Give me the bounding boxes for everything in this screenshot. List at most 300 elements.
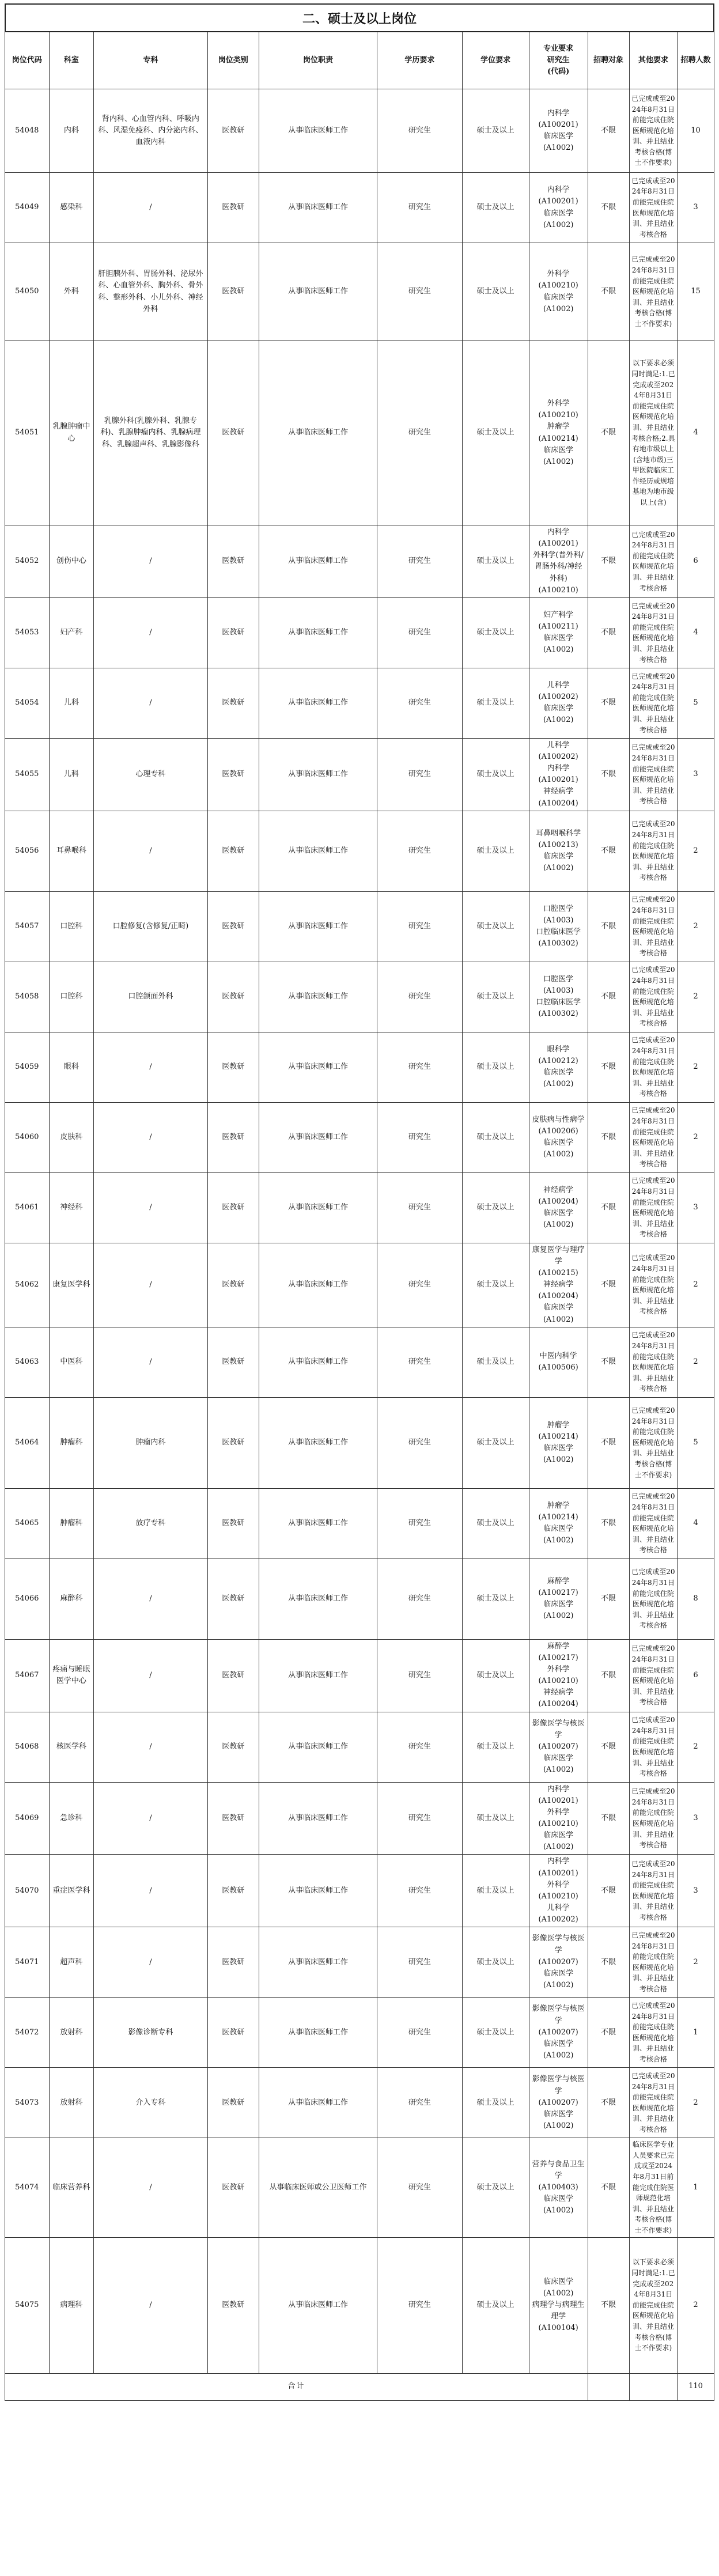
cell-education: 研究生 xyxy=(377,1327,462,1397)
cell-category: 医教研 xyxy=(207,1559,259,1639)
cell-count: 2 xyxy=(678,1327,714,1397)
cell-target: 不限 xyxy=(588,1712,629,1782)
total-row xyxy=(5,2373,714,2400)
cell-count: 3 xyxy=(678,1782,714,1855)
cell-count: 2 xyxy=(678,1927,714,1998)
cell-major: 中医内科学 (A100506) xyxy=(529,1327,588,1397)
cell-code: 54049 xyxy=(5,173,50,243)
cell-dept: 中医科 xyxy=(49,1327,94,1397)
table-row xyxy=(5,1032,714,1102)
table-row xyxy=(5,243,714,341)
cell-major: 神经病学 (A100204) 临床医学 (A1002) xyxy=(529,1172,588,1243)
cell-count: 2 xyxy=(678,2237,714,2373)
cell-code: 54052 xyxy=(5,525,50,598)
cell-other: 已完成或至2024年8月31日前能完成住院医师规范化培训、并且结业考核合格 xyxy=(629,1782,678,1855)
cell-education: 研究生 xyxy=(377,1998,462,2068)
cell-degree: 硕士及以上 xyxy=(462,1032,529,1102)
cell-duty: 从事临床医师工作 xyxy=(259,1397,377,1488)
cell-major: 影像医学与核医学 (A100207) 临床医学 (A1002) xyxy=(529,1998,588,2068)
cell-category: 医教研 xyxy=(207,1488,259,1559)
cell-dept: 儿科 xyxy=(49,668,94,738)
cell-dept: 外科 xyxy=(49,243,94,341)
cell-code: 54068 xyxy=(5,1712,50,1782)
cell-duty: 从事临床医师工作 xyxy=(259,173,377,243)
cell-other: 已完成或至2024年8月31日前能完成住院医师规范化培训、并且结业考核合格 xyxy=(629,891,678,962)
cell-other: 已完成或至2024年8月31日前能完成住院医师规范化培训、并且结业考核合格 xyxy=(629,2068,678,2138)
cell-duty: 从事临床医师工作 xyxy=(259,1327,377,1397)
header-target: 招聘对象 xyxy=(588,32,629,89)
cell-code: 54069 xyxy=(5,1782,50,1855)
header-education: 学历要求 xyxy=(377,32,462,89)
cell-other: 已完成或至2024年8月31日前能完成住院医师规范化培训、并且结业考核合格 xyxy=(629,1855,678,1927)
table-row xyxy=(5,2138,714,2237)
cell-category: 医教研 xyxy=(207,341,259,525)
cell-dept: 创伤中心 xyxy=(49,525,94,598)
cell-degree: 硕士及以上 xyxy=(462,1488,529,1559)
cell-dept: 感染科 xyxy=(49,173,94,243)
cell-count: 2 xyxy=(678,2068,714,2138)
cell-specialty: / xyxy=(94,1712,207,1782)
cell-degree: 硕士及以上 xyxy=(462,2138,529,2237)
cell-other: 已完成或至2024年8月31日前能完成住院医师规范化培训、并且结业考核合格 xyxy=(629,173,678,243)
table-row xyxy=(5,1102,714,1172)
cell-count: 2 xyxy=(678,811,714,891)
cell-major: 麻醉学 (A100217) 临床医学 (A1002) xyxy=(529,1559,588,1639)
cell-category: 医教研 xyxy=(207,1172,259,1243)
cell-category: 医教研 xyxy=(207,962,259,1032)
cell-specialty: / xyxy=(94,1782,207,1855)
cell-duty: 从事临床医师工作 xyxy=(259,89,377,173)
cell-education: 研究生 xyxy=(377,173,462,243)
cell-category: 医教研 xyxy=(207,2068,259,2138)
cell-target: 不限 xyxy=(588,89,629,173)
cell-count: 3 xyxy=(678,173,714,243)
cell-major: 影像医学与核医学 (A100207) 临床医学 (A1002) xyxy=(529,1927,588,1998)
cell-dept: 神经科 xyxy=(49,1172,94,1243)
cell-duty: 从事临床医师工作 xyxy=(259,1032,377,1102)
cell-specialty: / xyxy=(94,597,207,668)
cell-other: 已完成或至2024年8月31日前能完成住院医师规范化培训、并且结业考核合格 xyxy=(629,962,678,1032)
cell-count: 1 xyxy=(678,1998,714,2068)
cell-target: 不限 xyxy=(588,173,629,243)
cell-major: 外科学 (A100210) 肿瘤学 (A100214) 临床医学 (A1002) xyxy=(529,341,588,525)
header-row xyxy=(5,32,714,89)
cell-category: 医教研 xyxy=(207,89,259,173)
cell-major: 康复医学与理疗学 (A100215) 神经病学 (A100204) 临床医学 (A1002) xyxy=(529,1243,588,1327)
cell-major: 口腔医学 (A1003) 口腔临床医学 (A100302) xyxy=(529,962,588,1032)
cell-category: 医教研 xyxy=(207,1102,259,1172)
cell-target: 不限 xyxy=(588,1855,629,1927)
cell-target: 不限 xyxy=(588,1243,629,1327)
cell-code: 54050 xyxy=(5,243,50,341)
cell-major: 内科学 (A100201) 临床医学 (A1002) xyxy=(529,89,588,173)
table-row xyxy=(5,811,714,891)
cell-dept: 病理科 xyxy=(49,2237,94,2373)
cell-specialty: 心理专科 xyxy=(94,738,207,811)
table-row xyxy=(5,1927,714,1998)
cell-duty: 从事临床医师工作 xyxy=(259,1488,377,1559)
cell-education: 研究生 xyxy=(377,891,462,962)
table-row xyxy=(5,891,714,962)
cell-duty: 从事临床医师工作 xyxy=(259,243,377,341)
cell-count: 3 xyxy=(678,1855,714,1927)
cell-education: 研究生 xyxy=(377,1855,462,1927)
cell-dept: 内科 xyxy=(49,89,94,173)
cell-specialty: / xyxy=(94,1102,207,1172)
cell-specialty: / xyxy=(94,1327,207,1397)
cell-target: 不限 xyxy=(588,1102,629,1172)
table-row xyxy=(5,341,714,525)
cell-category: 医教研 xyxy=(207,1712,259,1782)
cell-major: 肿瘤学 (A100214) 临床医学 (A1002) xyxy=(529,1397,588,1488)
cell-target: 不限 xyxy=(588,1032,629,1102)
cell-specialty: 口腔修复(含修复/正畸) xyxy=(94,891,207,962)
cell-degree: 硕士及以上 xyxy=(462,525,529,598)
cell-specialty: / xyxy=(94,1855,207,1927)
cell-other: 已完成或至2024年8月31日前能完成住院医师规范化培训、并且结业考核合格 xyxy=(629,1998,678,2068)
cell-major: 内科学 (A100201) 外科学 (A100210) 临床医学 (A1002) xyxy=(529,1782,588,1855)
table-row xyxy=(5,1488,714,1559)
cell-education: 研究生 xyxy=(377,1488,462,1559)
cell-code: 54056 xyxy=(5,811,50,891)
cell-category: 医教研 xyxy=(207,1032,259,1102)
cell-code: 54070 xyxy=(5,1855,50,1927)
cell-count: 6 xyxy=(678,525,714,598)
cell-education: 研究生 xyxy=(377,1032,462,1102)
cell-specialty: / xyxy=(94,668,207,738)
header-duty: 岗位职责 xyxy=(259,32,377,89)
cell-count: 6 xyxy=(678,1639,714,1712)
cell-code: 54051 xyxy=(5,341,50,525)
header-code: 岗位代码 xyxy=(5,32,50,89)
cell-other: 已完成或至2024年8月31日前能完成住院医师规范化培训、并且结业考核合格 xyxy=(629,1488,678,1559)
cell-category: 医教研 xyxy=(207,173,259,243)
cell-code: 54065 xyxy=(5,1488,50,1559)
cell-degree: 硕士及以上 xyxy=(462,89,529,173)
cell-other: 已完成或至2024年8月31日前能完成住院医师规范化培训、并且结业考核合格 xyxy=(629,1327,678,1397)
cell-code: 54060 xyxy=(5,1102,50,1172)
cell-category: 医教研 xyxy=(207,891,259,962)
cell-dept: 口腔科 xyxy=(49,891,94,962)
cell-code: 54053 xyxy=(5,597,50,668)
cell-dept: 放射科 xyxy=(49,1998,94,2068)
cell-target: 不限 xyxy=(588,1927,629,1998)
cell-duty: 从事临床医师工作 xyxy=(259,738,377,811)
cell-specialty: / xyxy=(94,1639,207,1712)
cell-degree: 硕士及以上 xyxy=(462,962,529,1032)
cell-duty: 从事临床医师工作 xyxy=(259,1243,377,1327)
cell-code: 54073 xyxy=(5,2068,50,2138)
cell-category: 医教研 xyxy=(207,811,259,891)
cell-category: 医教研 xyxy=(207,1243,259,1327)
cell-target: 不限 xyxy=(588,243,629,341)
cell-other: 已完成或至2024年8月31日前能完成住院医师规范化培训、并且结业考核合格(博士不作要求) xyxy=(629,243,678,341)
cell-category: 医教研 xyxy=(207,597,259,668)
cell-dept: 麻醉科 xyxy=(49,1559,94,1639)
cell-major: 皮肤病与性病学 (A100206) 临床医学 (A1002) xyxy=(529,1102,588,1172)
cell-duty: 从事临床医师工作 xyxy=(259,1102,377,1172)
cell-other: 已完成或至2024年8月31日前能完成住院医师规范化培训、并且结业考核合格(博士不作要求) xyxy=(629,89,678,173)
cell-major: 眼科学 (A100212) 临床医学 (A1002) xyxy=(529,1032,588,1102)
cell-major: 影像医学与核医学 (A100207) 临床医学 (A1002) xyxy=(529,1712,588,1782)
table-row xyxy=(5,525,714,598)
cell-duty: 从事临床医师工作 xyxy=(259,1855,377,1927)
table-row xyxy=(5,89,714,173)
cell-duty: 从事临床医师或公卫医师工作 xyxy=(259,2138,377,2237)
cell-code: 54071 xyxy=(5,1927,50,1998)
cell-category: 医教研 xyxy=(207,2237,259,2373)
cell-target: 不限 xyxy=(588,962,629,1032)
cell-category: 医教研 xyxy=(207,1782,259,1855)
cell-duty: 从事临床医师工作 xyxy=(259,891,377,962)
cell-education: 研究生 xyxy=(377,1639,462,1712)
cell-count: 1 xyxy=(678,2138,714,2237)
cell-duty: 从事临床医师工作 xyxy=(259,597,377,668)
cell-target: 不限 xyxy=(588,525,629,598)
cell-dept: 妇产科 xyxy=(49,597,94,668)
header-major: 专业要求 研究生 (代码) xyxy=(529,32,588,89)
cell-specialty: 介入专科 xyxy=(94,2068,207,2138)
table-row xyxy=(5,2068,714,2138)
cell-education: 研究生 xyxy=(377,525,462,598)
cell-other: 已完成或至2024年8月31日前能完成住院医师规范化培训、并且结业考核合格 xyxy=(629,1639,678,1712)
cell-degree: 硕士及以上 xyxy=(462,1172,529,1243)
cell-dept: 眼科 xyxy=(49,1032,94,1102)
cell-target: 不限 xyxy=(588,1397,629,1488)
cell-code: 54064 xyxy=(5,1397,50,1488)
cell-count: 3 xyxy=(678,738,714,811)
table-row xyxy=(5,1397,714,1488)
cell-count: 2 xyxy=(678,1032,714,1102)
cell-code: 54074 xyxy=(5,2138,50,2237)
cell-dept: 肿瘤科 xyxy=(49,1397,94,1488)
cell-degree: 硕士及以上 xyxy=(462,597,529,668)
cell-major: 妇产科学 (A100211) 临床医学 (A1002) xyxy=(529,597,588,668)
cell-major: 内科学 (A100201) 外科学 (A100210) 儿科学 (A100202) xyxy=(529,1855,588,1927)
cell-education: 研究生 xyxy=(377,1397,462,1488)
cell-specialty: 肿瘤内科 xyxy=(94,1397,207,1488)
cell-duty: 从事临床医师工作 xyxy=(259,1782,377,1855)
cell-target: 不限 xyxy=(588,668,629,738)
cell-dept: 疼痛与睡眠医学中心 xyxy=(49,1639,94,1712)
cell-other: 已完成或至2024年8月31日前能完成住院医师规范化培训、并且结业考核合格(博士不作要求) xyxy=(629,1397,678,1488)
cell-count: 2 xyxy=(678,1102,714,1172)
cell-code: 54062 xyxy=(5,1243,50,1327)
cell-target: 不限 xyxy=(588,597,629,668)
header-dept: 科室 xyxy=(49,32,94,89)
cell-target: 不限 xyxy=(588,1639,629,1712)
cell-duty: 从事临床医师工作 xyxy=(259,525,377,598)
cell-duty: 从事临床医师工作 xyxy=(259,1927,377,1998)
cell-major: 耳鼻咽喉科学 (A100213) 临床医学 (A1002) xyxy=(529,811,588,891)
cell-duty: 从事临床医师工作 xyxy=(259,1559,377,1639)
cell-code: 54067 xyxy=(5,1639,50,1712)
cell-dept: 超声科 xyxy=(49,1927,94,1998)
cell-major: 内科学 (A100201) 外科学(普外科/胃肠外科/神经外科) (A100210) xyxy=(529,525,588,598)
cell-category: 医教研 xyxy=(207,1927,259,1998)
cell-education: 研究生 xyxy=(377,1559,462,1639)
cell-target: 不限 xyxy=(588,1782,629,1855)
cell-other: 以下要求必须同时满足:1.已完成或至2024年8月31日前能完成住院医师规范化培训、并且结业考核合格(博士不作要求) xyxy=(629,2237,678,2373)
cell-count: 15 xyxy=(678,243,714,341)
cell-major: 麻醉学 (A100217) 外科学 (A100210) 神经病学 (A100204) xyxy=(529,1639,588,1712)
cell-other: 已完成或至2024年8月31日前能完成住院医师规范化培训、并且结业考核合格 xyxy=(629,668,678,738)
cell-specialty: 肝胆胰外科、胃肠外科、泌尿外科、心血管外科、胸外科、骨外科、整形外科、小儿外科、神经外科 xyxy=(94,243,207,341)
cell-count: 3 xyxy=(678,1172,714,1243)
cell-code: 54063 xyxy=(5,1327,50,1397)
cell-other: 已完成或至2024年8月31日前能完成住院医师规范化培训、并且结业考核合格 xyxy=(629,1032,678,1102)
cell-other: 已完成或至2024年8月31日前能完成住院医师规范化培训、并且结业考核合格 xyxy=(629,1712,678,1782)
table-row xyxy=(5,1172,714,1243)
cell-dept: 皮肤科 xyxy=(49,1102,94,1172)
table-row xyxy=(5,1998,714,2068)
cell-count: 2 xyxy=(678,891,714,962)
cell-category: 医教研 xyxy=(207,525,259,598)
cell-category: 医教研 xyxy=(207,1397,259,1488)
cell-code: 54048 xyxy=(5,89,50,173)
cell-education: 研究生 xyxy=(377,1172,462,1243)
cell-education: 研究生 xyxy=(377,243,462,341)
cell-other: 已完成或至2024年8月31日前能完成住院医师规范化培训、并且结业考核合格 xyxy=(629,1172,678,1243)
cell-education: 研究生 xyxy=(377,341,462,525)
cell-other: 已完成或至2024年8月31日前能完成住院医师规范化培训、并且结业考核合格 xyxy=(629,1102,678,1172)
cell-other: 已完成或至2024年8月31日前能完成住院医师规范化培训、并且结业考核合格 xyxy=(629,1243,678,1327)
cell-count: 5 xyxy=(678,1397,714,1488)
cell-specialty: 肾内科、心血管内科、呼吸内科、风湿免疫科、内分泌内科、血液内科 xyxy=(94,89,207,173)
header-degree: 学位要求 xyxy=(462,32,529,89)
cell-degree: 硕士及以上 xyxy=(462,1782,529,1855)
section-title: 二、硕士及以上岗位 xyxy=(5,3,714,32)
cell-education: 研究生 xyxy=(377,1927,462,1998)
table-row xyxy=(5,1712,714,1782)
cell-dept: 放射科 xyxy=(49,2068,94,2138)
cell-count: 10 xyxy=(678,89,714,173)
cell-target: 不限 xyxy=(588,2138,629,2237)
cell-duty: 从事临床医师工作 xyxy=(259,341,377,525)
cell-education: 研究生 xyxy=(377,962,462,1032)
cell-duty: 从事临床医师工作 xyxy=(259,668,377,738)
cell-degree: 硕士及以上 xyxy=(462,1927,529,1998)
cell-target: 不限 xyxy=(588,1327,629,1397)
cell-specialty: / xyxy=(94,2237,207,2373)
cell-code: 54059 xyxy=(5,1032,50,1102)
cell-duty: 从事临床医师工作 xyxy=(259,1172,377,1243)
header-other: 其他要求 xyxy=(629,32,678,89)
cell-target: 不限 xyxy=(588,811,629,891)
cell-degree: 硕士及以上 xyxy=(462,738,529,811)
cell-category: 医教研 xyxy=(207,2138,259,2237)
cell-duty: 从事临床医师工作 xyxy=(259,962,377,1032)
cell-degree: 硕士及以上 xyxy=(462,1639,529,1712)
cell-duty: 从事临床医师工作 xyxy=(259,1998,377,2068)
table-row xyxy=(5,1639,714,1712)
cell-other: 已完成或至2024年8月31日前能完成住院医师规范化培训、并且结业考核合格 xyxy=(629,738,678,811)
cell-target: 不限 xyxy=(588,891,629,962)
cell-major: 营养与食品卫生学 (A100403) 临床医学 (A1002) xyxy=(529,2138,588,2237)
total-label: 合计 xyxy=(5,2373,588,2400)
cell-dept: 核医学科 xyxy=(49,1712,94,1782)
cell-duty: 从事临床医师工作 xyxy=(259,2237,377,2373)
cell-count: 4 xyxy=(678,1488,714,1559)
cell-count: 5 xyxy=(678,668,714,738)
cell-count: 4 xyxy=(678,341,714,525)
cell-target: 不限 xyxy=(588,1998,629,2068)
cell-major: 临床医学 (A1002) 病理学与病理生理学 (A100104) xyxy=(529,2237,588,2373)
cell-specialty: / xyxy=(94,811,207,891)
cell-code: 54054 xyxy=(5,668,50,738)
cell-other: 已完成或至2024年8月31日前能完成住院医师规范化培训、并且结业考核合格 xyxy=(629,1559,678,1639)
cell-degree: 硕士及以上 xyxy=(462,668,529,738)
cell-dept: 康复医学科 xyxy=(49,1243,94,1327)
cell-dept: 儿科 xyxy=(49,738,94,811)
cell-specialty: / xyxy=(94,173,207,243)
cell-degree: 硕士及以上 xyxy=(462,2068,529,2138)
cell-degree: 硕士及以上 xyxy=(462,1397,529,1488)
cell-target: 不限 xyxy=(588,1172,629,1243)
cell-specialty: / xyxy=(94,1559,207,1639)
cell-count: 8 xyxy=(678,1559,714,1639)
cell-code: 54055 xyxy=(5,738,50,811)
cell-major: 儿科学 (A100202) 内科学 (A100201) 神经病学 (A100204) xyxy=(529,738,588,811)
cell-education: 研究生 xyxy=(377,1712,462,1782)
cell-major: 口腔医学 (A1003) 口腔临床医学 (A100302) xyxy=(529,891,588,962)
cell-degree: 硕士及以上 xyxy=(462,243,529,341)
cell-code: 54066 xyxy=(5,1559,50,1639)
cell-education: 研究生 xyxy=(377,1243,462,1327)
table-row xyxy=(5,1782,714,1855)
cell-specialty: 影像诊断专科 xyxy=(94,1998,207,2068)
cell-other: 已完成或至2024年8月31日前能完成住院医师规范化培训、并且结业考核合格 xyxy=(629,525,678,598)
cell-count: 2 xyxy=(678,1712,714,1782)
cell-category: 医教研 xyxy=(207,1855,259,1927)
cell-education: 研究生 xyxy=(377,1782,462,1855)
cell-target: 不限 xyxy=(588,341,629,525)
cell-category: 医教研 xyxy=(207,1327,259,1397)
cell-degree: 硕士及以上 xyxy=(462,1998,529,2068)
total-count: 110 xyxy=(678,2373,714,2400)
cell-category: 医教研 xyxy=(207,1639,259,1712)
cell-count: 2 xyxy=(678,1243,714,1327)
cell-specialty: / xyxy=(94,1172,207,1243)
positions-table xyxy=(5,32,714,2401)
cell-category: 医教研 xyxy=(207,1998,259,2068)
cell-count: 4 xyxy=(678,597,714,668)
cell-code: 54075 xyxy=(5,2237,50,2373)
cell-dept: 重症医学科 xyxy=(49,1855,94,1927)
cell-major: 影像医学与核医学 (A100207) 临床医学 (A1002) xyxy=(529,2068,588,2138)
cell-specialty: 放疗专科 xyxy=(94,1488,207,1559)
cell-degree: 硕士及以上 xyxy=(462,1102,529,1172)
table-row xyxy=(5,2237,714,2373)
cell-education: 研究生 xyxy=(377,89,462,173)
cell-category: 医教研 xyxy=(207,668,259,738)
cell-degree: 硕士及以上 xyxy=(462,1712,529,1782)
cell-code: 54057 xyxy=(5,891,50,962)
cell-degree: 硕士及以上 xyxy=(462,811,529,891)
table-row xyxy=(5,668,714,738)
cell-specialty: / xyxy=(94,525,207,598)
table-row xyxy=(5,1243,714,1327)
cell-target: 不限 xyxy=(588,1488,629,1559)
cell-duty: 从事临床医师工作 xyxy=(259,2068,377,2138)
cell-category: 医教研 xyxy=(207,243,259,341)
table-row xyxy=(5,1327,714,1397)
cell-education: 研究生 xyxy=(377,668,462,738)
cell-target: 不限 xyxy=(588,1559,629,1639)
cell-dept: 耳鼻喉科 xyxy=(49,811,94,891)
cell-degree: 硕士及以上 xyxy=(462,341,529,525)
cell-education: 研究生 xyxy=(377,2237,462,2373)
